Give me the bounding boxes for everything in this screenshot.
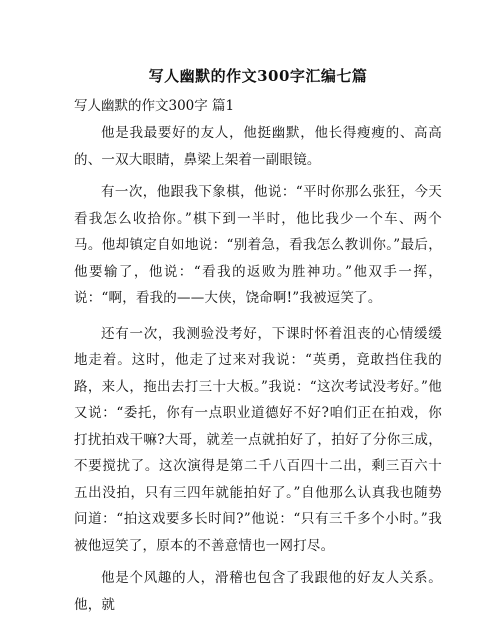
paragraph-3: 还有一次，我测验没考好，下课时怀着沮丧的心情缓缓地走着。这时，他走了过来对我说：“英勇，竟敢挡住我的路，来人，拖出去打三十大板。”我说：“这次考试没考好。”他又说：“委托，你有一点职业道德好不好?咱们正在拍戏，你打扰拍戏干嘛?大哥，就差一点就拍好了，拍好了分你三成，不要搅扰了。这次演得是第二千八百四十二出，剩三百六十五出没拍，只有三四年就能拍好了。”自他那么认真我也随势问道：“拍这戏要多长时间?”他说：“只有三千多个小时。”我被他逗笑了，原本的不善意情也一网打尽。: [74, 325, 442, 554]
document-title: 写人幽默的作文300字汇编七篇: [148, 67, 368, 85]
paragraph-2: 有一次，他跟我下象棋，他说：“平时你那么张狂，今天看我怎么收拾你。”棋下到一半时，他比我少一个车、两个马。他却镇定自如地说：“别着急，看我怎么教训你。”最后，他要输了，他说：“看我的返败为胜神功。”他双手一挥，说：“啊，看我的——大侠，饶命啊!”我被逗笑了。: [74, 184, 442, 306]
section-heading: 写人幽默的作文300字 篇1: [74, 98, 235, 114]
paragraph-4: 他是个风趣的人，滑稽也包含了我跟他的好友人关系。他，就: [74, 570, 442, 613]
paragraph-1: 他是我最要好的友人，他挺幽默，他长得瘦瘦的、高高的、一双大眼睛，鼻梁上架着一副眼镜。: [74, 125, 442, 168]
